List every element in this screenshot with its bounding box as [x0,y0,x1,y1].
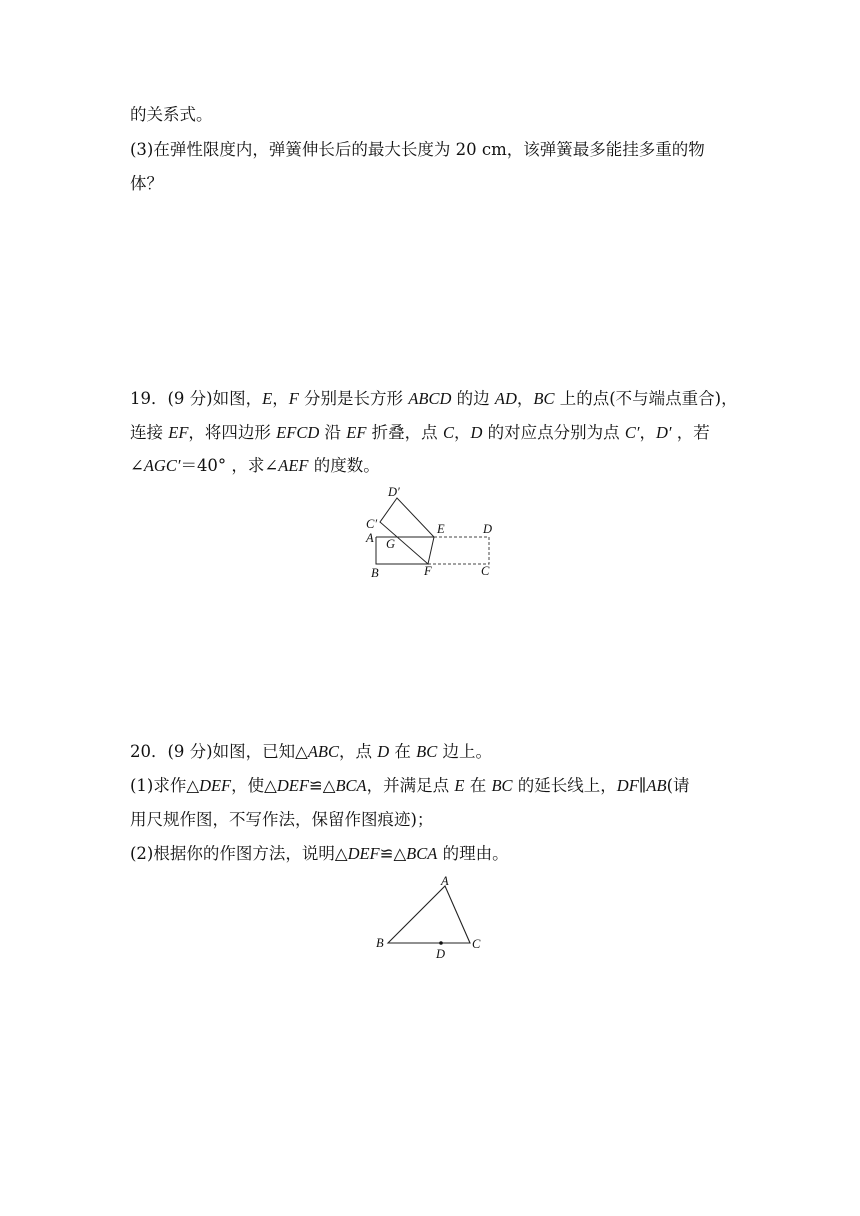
q18-text-line-1: 的关系式。 [130,105,213,124]
label-e: E [437,522,445,536]
q19-text-line-3: ∠AGC′＝40° ，求∠AEF 的度数。 [130,456,380,475]
q20-triangle-figure [370,872,490,962]
q20-part2-text: (2)根据你的作图方法，说明△DEF≌△BCA 的理由。 [130,844,509,863]
label-b: B [376,936,384,950]
q20-part1-text-cont: 用尺规作图，不写作法，保留作图痕迹)； [130,810,434,829]
folded-quadrilateral [380,498,434,564]
triangle-abc [388,886,470,943]
label-g: G [386,537,396,551]
q20-text-line-1: 20．(9 分)如图，已知△ABC，点 D 在 BC 边上。 [130,742,492,761]
label-c: C [481,564,490,578]
q20-part1-text: (1)求作△DEF，使△DEF≌△BCA，并满足点 E 在 BC 的延长线上，DF∥AB(请 [130,776,690,795]
q18-part3-text: (3)在弹性限度内，弹簧伸长后的最大长度为 20 cm，该弹簧最多能挂多重的物 [130,140,705,159]
label-f: F [424,564,432,578]
label-b: B [371,566,379,580]
point-d [439,941,443,945]
label-c: C [472,937,481,951]
original-edcf-dashed [428,537,489,564]
label-a: A [366,531,374,545]
label-d: D [483,522,493,536]
q19-folded-rectangle-figure [360,482,510,582]
q18-part3-text-cont: 体？ [130,174,163,193]
label-d: D [436,947,446,961]
q19-text-line-1: 19．(9 分)如图，E，F 分别是长方形 ABCD 的边 AD，BC 上的点(不与端点重合)， [130,389,738,408]
q19-text-line-2: 连接 EF，将四边形 EFCD 沿 EF 折叠，点 C，D 的对应点分别为点 C′，D′ ，若 [130,423,710,442]
label-c-prime: C′ [366,517,378,531]
label-a: A [441,874,449,888]
label-d-prime: D′ [388,485,400,499]
